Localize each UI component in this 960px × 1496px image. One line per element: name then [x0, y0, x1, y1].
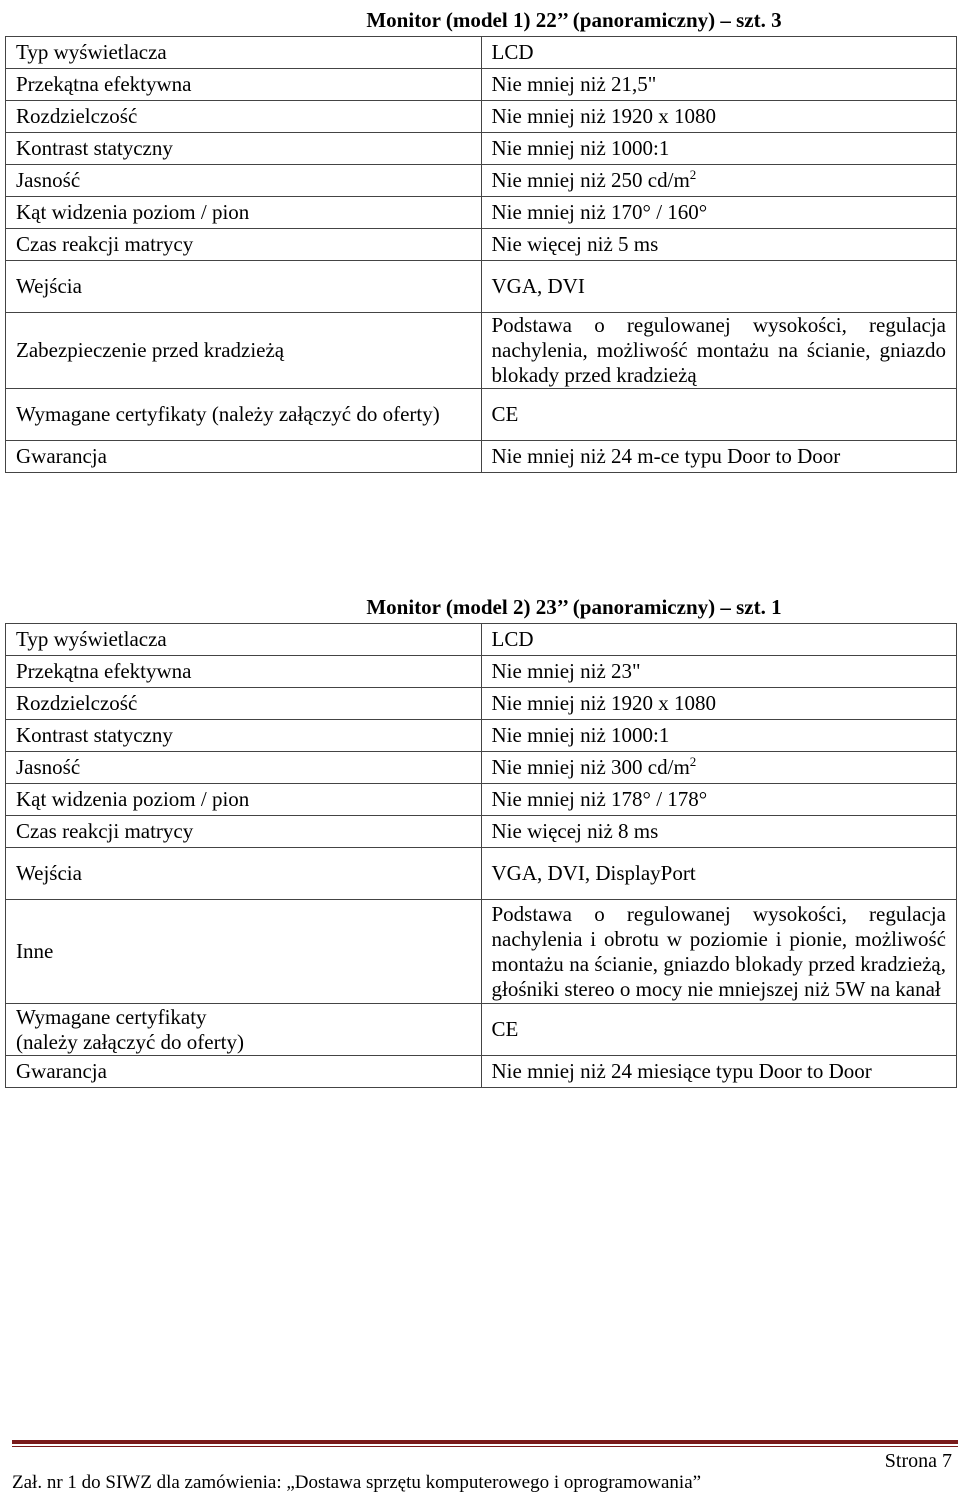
table-row	[6, 900, 957, 1004]
table-title-row	[6, 592, 957, 624]
table-row	[6, 1056, 957, 1088]
spec-label-certificates	[6, 389, 482, 441]
spec-value-viewing-angle: Nie mniej niż 170° / 160°	[481, 197, 957, 229]
spec-label-warranty: Gwarancja	[6, 441, 482, 473]
spec-value-brightness	[481, 752, 957, 784]
spec-value-viewing-angle: Nie mniej niż 178° / 178°	[481, 784, 957, 816]
spec-value-display-type: LCD	[481, 624, 957, 656]
spec-value-inputs: VGA, DVI, DisplayPort	[481, 848, 957, 900]
spec-value-certificates: CE	[481, 1004, 957, 1056]
footer-rule-thick	[12, 1440, 958, 1444]
table-row	[6, 752, 957, 784]
spec-label-inputs: Wejścia	[6, 261, 482, 313]
footer-rule-thin	[12, 1446, 958, 1447]
spec-label-resolution: Rozdzielczość	[6, 101, 482, 133]
spec-value-diagonal: Nie mniej niż 21,5"	[481, 69, 957, 101]
table-row	[6, 133, 957, 165]
spec-label-brightness: Jasność	[6, 752, 482, 784]
table-title: Monitor (model 1) 22’’ (panoramiczny) – szt. 3	[6, 5, 957, 37]
table-row	[6, 441, 957, 473]
spec-label-contrast: Kontrast statyczny	[6, 133, 482, 165]
table-row	[6, 624, 957, 656]
table-row	[6, 784, 957, 816]
table-title-row	[6, 5, 957, 37]
spec-label-display-type: Typ wyświetlacza	[6, 37, 482, 69]
certificates-label-note: (należy załączyć do oferty)	[211, 402, 440, 426]
table-row	[6, 656, 957, 688]
spec-value-brightness	[481, 165, 957, 197]
spec-label-other: Inne	[6, 900, 482, 1004]
spec-label-brightness: Jasność	[6, 165, 482, 197]
spec-label-diagonal: Przekątna efektywna	[6, 69, 482, 101]
table-row	[6, 720, 957, 752]
spec-value-warranty: Nie mniej niż 24 miesiące typu Door to Door	[481, 1056, 957, 1088]
superscript-two: 2	[689, 167, 697, 182]
monitor-1-spec-table	[5, 5, 957, 473]
spec-label-diagonal: Przekątna efektywna	[6, 656, 482, 688]
table-row	[6, 69, 957, 101]
certificates-label-main: Wymagane certyfikaty	[16, 1004, 207, 1029]
table-row	[6, 848, 957, 900]
spec-value-contrast: Nie mniej niż 1000:1	[481, 720, 957, 752]
spec-value-certificates: CE	[481, 389, 957, 441]
table-row	[6, 313, 957, 389]
table-row	[6, 1004, 957, 1056]
table-row	[6, 229, 957, 261]
table-row	[6, 101, 957, 133]
spec-label-anti-theft: Zabezpieczenie przed kradzieżą	[6, 313, 482, 389]
spec-label-response-time: Czas reakcji matrycy	[6, 229, 482, 261]
spec-label-resolution: Rozdzielczość	[6, 688, 482, 720]
certificates-label-note: (należy załączyć do oferty)	[16, 1029, 244, 1054]
brightness-value-text: Nie mniej niż 250 cd/m	[491, 168, 690, 192]
spec-value-response-time: Nie więcej niż 8 ms	[481, 816, 957, 848]
spec-label-viewing-angle: Kąt widzenia poziom / pion	[6, 197, 482, 229]
spec-value-diagonal: Nie mniej niż 23"	[481, 656, 957, 688]
spec-value-other: Podstawa o regulowanej wysokości, regulacja nachylenia i obrotu w poziomie i pionie, możliwość montażu na ścianie, gniazdo blokady przed kradzieżą, głośniki stereo o mocy nie mniejszej niż 5W na kanał	[481, 900, 957, 1004]
spec-value-resolution: Nie mniej niż 1920 x 1080	[481, 688, 957, 720]
monitor-2-spec-table	[5, 592, 957, 1088]
certificates-label-main: Wymagane certyfikaty	[16, 402, 207, 426]
table-title: Monitor (model 2) 23’’ (panoramiczny) – szt. 1	[6, 592, 957, 624]
spec-value-warranty: Nie mniej niż 24 m-ce typu Door to Door	[481, 441, 957, 473]
footer-text: Zał. nr 1 do SIWZ dla zamówienia: „Dostawa sprzętu komputerowego i oprogramowania”	[12, 1472, 702, 1493]
spec-label-warranty: Gwarancja	[6, 1056, 482, 1088]
superscript-two: 2	[689, 754, 697, 769]
spec-value-resolution: Nie mniej niż 1920 x 1080	[481, 101, 957, 133]
table-row	[6, 165, 957, 197]
table-row	[6, 261, 957, 313]
spec-label-contrast: Kontrast statyczny	[6, 720, 482, 752]
table-row	[6, 389, 957, 441]
brightness-value-text: Nie mniej niż 300 cd/m	[491, 755, 690, 779]
spec-label-display-type: Typ wyświetlacza	[6, 624, 482, 656]
spec-value-anti-theft: Podstawa o regulowanej wysokości, regulacja nachylenia, możliwość montażu na ścianie, gniazdo blokady przed kradzieżą	[481, 313, 957, 389]
spec-value-display-type: LCD	[481, 37, 957, 69]
spec-label-certificates	[6, 1004, 482, 1056]
spec-label-inputs: Wejścia	[6, 848, 482, 900]
spec-value-contrast: Nie mniej niż 1000:1	[481, 133, 957, 165]
table-row	[6, 688, 957, 720]
spec-value-inputs: VGA, DVI	[481, 261, 957, 313]
table-row	[6, 197, 957, 229]
spec-value-response-time: Nie więcej niż 5 ms	[481, 229, 957, 261]
spec-label-response-time: Czas reakcji matrycy	[6, 816, 482, 848]
page-number: Strona 7	[884, 1450, 952, 1472]
spec-label-viewing-angle: Kąt widzenia poziom / pion	[6, 784, 482, 816]
table-row	[6, 37, 957, 69]
table-row	[6, 816, 957, 848]
